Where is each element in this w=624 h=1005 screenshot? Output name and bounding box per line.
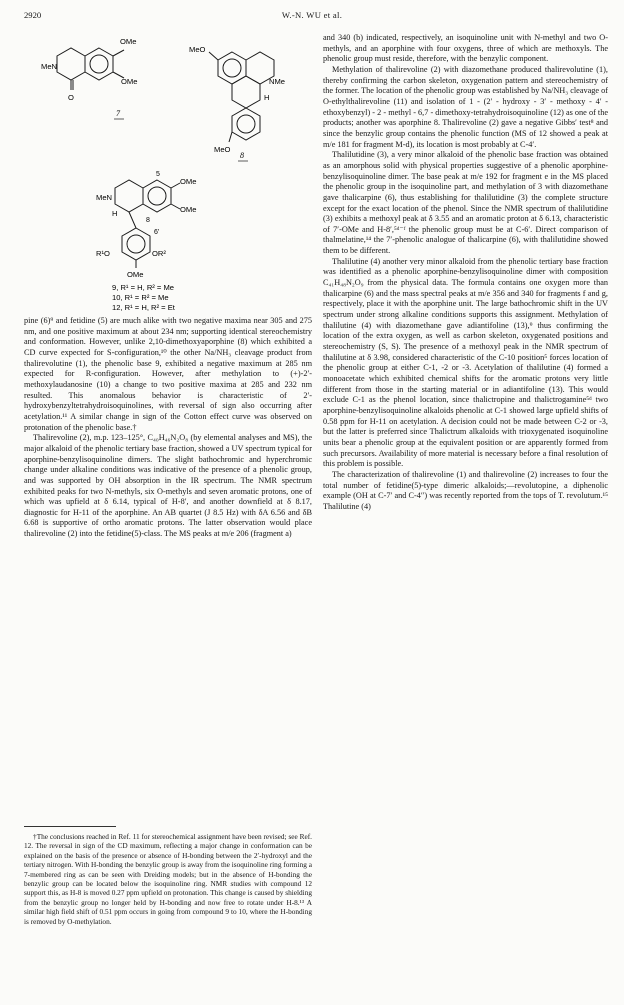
c8-meo-top: MeO — [189, 45, 206, 54]
structures-drawing — [24, 30, 312, 314]
legend-line-12: 12, R¹ = H, R² = Et — [112, 303, 175, 312]
right-paragraph-4: Thalilutine (4) another very minor alkaloid from the phenolic tertiary base fraction was identified as a phenolic aporphine-benzylisoquinoline dimer with composition C₄₁H₄₈N₂O₉ from the physical data. The formula contains one oxygen more than thalicarpine (6) and the mass spectral peaks at m/e 356 and 340 for fragments f and g, respectively, place it with the aporphine unit. The large bathochromic shift in the UV spectrum under strong alkaline conditions supports this assignment. Methylation of thalilutine (4) with diazomethane gave adiantifoline (13),⁹ thus confirming the location of the extra oxygen, as well as carbon skeleton, oxygenated positions and stereochemistry (S, S). The presence of a methoxyl peak in the NMR spectrum of thalilutine at δ 3.98, considered characteristic of the C-10 position⁵ forces location of the phenolic group at either C-1, -2 or -3. Acetylation of thalilutine (4) formed a monoacetate which exhibited chemical shifts for the aromatic protons very little different from those in the starting material or in adiantifoline (13). This would exclude C-1 as the phenol location, since thalictropine and thalictrogamine⁵ᵈ two aporphine-benzylisoquinoline alkaloids phenolic at C-1 showed large upfield shifts of 0.58 ppm for H-11 on acetylation. A decision could not be made between C-2 or -3, but the latter is preferred since Thalictrum alkaloids with trioxygenated isoquinoline units bear a phenolic group at the equivalent position or are apparently formed from such precursors. Availability of more material is necessary before a final resolution of this problem is possible. — [323, 256, 608, 469]
c8-nme: NMe — [269, 77, 286, 86]
right-paragraph-1: and 340 (b) indicated, respectively, an isoquinoline unit with N-methyl and two O-methyls, and an aporphine with four oxygens, three of which are methoxyls. The phenolic group must reside, therefore, with the benzylic component. — [323, 33, 608, 64]
page-number: 2920 — [24, 10, 42, 20]
c7-ome-top: OMe — [120, 37, 137, 46]
c9-or2: OR² — [152, 249, 166, 258]
c7-men: MeN — [41, 62, 58, 71]
c9-ome-3: OMe — [127, 270, 144, 279]
legend-line-9: 9, R¹ = H, R² = Me — [112, 283, 175, 292]
right-column-text — [323, 33, 608, 513]
c9-h: H — [112, 209, 118, 218]
c7-ome-bot: OMe — [121, 77, 138, 86]
running-header — [24, 10, 600, 24]
c9-pos6p: 6' — [154, 229, 160, 236]
c8-meo-bot: MeO — [214, 145, 231, 154]
c7-oxo: O — [68, 93, 74, 102]
c9-pos8: 8 — [146, 217, 150, 224]
right-paragraph-2: Methylation of thalirevoline (2) with diazomethane produced thalirevolutine (1), thereby confirming the carbon skeleton, oxygenation pattern and stereochemistry of the former. The location of the phenolic group was established by Na/NH₃ cleavage of O-ethylthalirevoline (11) and isolation of 1 - (2′ - hydroxy - 3′ - methoxy - 4′ - ethoxybenzyl) - 2 - methyl - 6,7 - dimethoxy-tetrahydroisoquinoline (12) as one of the products; another was aporphine 8. Thalirevoline (2) gave a negative Gibbs′ test⁸ and since the benzylic group contains the phenolic function (MS of 12 showed a peak at m/e 181 for fragment M-d), its location is most probably at C-4′. — [323, 64, 608, 149]
legend-line-10: 10, R¹ = R² = Me — [112, 293, 169, 302]
c9-r1o: R¹O — [96, 249, 110, 258]
c7-number: 7 — [116, 109, 120, 118]
c9-ome-1: OMe — [180, 177, 197, 186]
running-authors: W.-N. WU et al. — [281, 10, 343, 20]
left-paragraph-1: pine (6)⁹ and fetidine (5) are much alike with two negative maxima near 305 and 275 nm, and one positive maximum at about 234 nm; supporting identical stereochemistry and conformation. However, unlike 2,10-dimethoxyaporphine (8) which exhibited a CD curve expected for S-configuration,¹⁰ the other Na/NH₃ cleavage product from thalirevolutine (1), the phenolic base 9, exhibited a negative maximum at 285 nm expected for R-configuration. However, after methylation to (+)-2′-methoxylaudanosine (10) a change to two positive maxima at 285 and 232 nm resulted. This anomalous behavior is characteristic of 2′-hydroxybenzyltetrahydroisoquinolines, with reversal of sign also occurring after acetylation.¹¹ A similar change in sign of the Cotton effect curve was observed on protonation of the phenolic base.† — [24, 316, 312, 432]
structure-9 — [115, 180, 180, 268]
chemical-structures-figure — [24, 30, 312, 314]
c9-ome-2: OMe — [180, 205, 197, 214]
right-paragraph-3: Thalilutidine (3), a very minor alkaloid of the phenolic base fraction was obtained as an amorphous solid with physical properties suggestive of a phenolic aporphine-benzylisoquinoline dimer. The base peak at m/e 192 for fragment e in the MS placed the phenolic group in the isoquinoline part, and methylation of 3 with diazomethane gave thalicarpine (6), thus establishing for thalilutidine (3) the complete structure except for the exact location of the phenol. Since the NMR spectrum of thalilutidine (3) exhibits a methoxyl peak at δ 3.55 and an aromatic proton at δ 6.13, characteristic of 7′-OMe and H-8′,⁵ᵈ⁻ᶠ the phenolic group must be at C-6′. Direct comparison of thalmelatine,¹⁴ the 7′-phenolic analogue of thalicarpine (6), with thalilutidine showed them to be different. — [323, 150, 608, 256]
c9-men: MeN — [96, 193, 113, 202]
structure-7 — [57, 48, 124, 90]
footnote-rule — [24, 826, 116, 827]
right-paragraph-5: The characterization of thalirevoline (1) and thalirevoline (2) increases to four the total number of fetidine(5)-type dimeric alkaloids;—revolutopine, a diphenolic example (OH at C-7′ and C-4″) was recently reported from the tops of T. revolutum.¹⁵ Thalilutine (4) — [323, 469, 608, 511]
c8-number: 8 — [240, 151, 244, 160]
left-paragraph-2: Thalirevoline (2), m.p. 123–125°, C₄₀H₄₆N₂O₈ (by elemental analyses and MS), the major alkaloid of the phenolic tertiary base fraction, showed a UV spectrum typical for aporphine-benzylisoquinoline dimers. The slight bathochromic and hyperchromic change under alkaline conditions was indicative of the presence of a phenolic group, and was supported by OH absorption in the IR spectrum. The NMR spectrum exhibited peaks for two N-methyls, six O-methyls and seven aromatic protons, one of which was upfield at δ 6.14, typical of H-8′, and another downfield at δ 8.17, diagnostic for H-11 of the aporphine. An AB quartet (J 8.5 Hz) with δA 6.56 and δB 6.68 is supportive of ortho aromatic protons. The latter observation would place thalirevoline (2) into the fetidine(5)-class. The MS peaks at m/e 206 (fragment a) — [24, 433, 312, 539]
c8-h: H — [264, 93, 270, 102]
footnote: †The conclusions reached in Ref. 11 for stereochemical assignment have been revised; see Ref. 12. The reversal in sign of the CD maximum, reflecting a major change in conformation can be explained on the basis of the presence or absence of H-bonding between the 2′-hydroxyl and the tertiary nitrogen. With H-bonding the benzylic group is away from the isoquinoline ring forming a 7-membered ring as can be seen with Dreiding models; but in the absence of H-bonding the benzylic group can be located below the isoquinoline ring. NMR studies with compound 12 support this, as H-8 is moved 0.27 ppm upfield on protonation. This change is caused by shielding from the benzylic group no longer held by H-bonding and now free to rotate under H-8.¹³ A similar high field shift of 0.51 ppm occurs in going from compound 9 to 10, where the H-bonding is removed by O-methylation. — [24, 832, 312, 926]
left-column-text — [24, 316, 312, 540]
c9-pos5: 5 — [156, 171, 160, 178]
